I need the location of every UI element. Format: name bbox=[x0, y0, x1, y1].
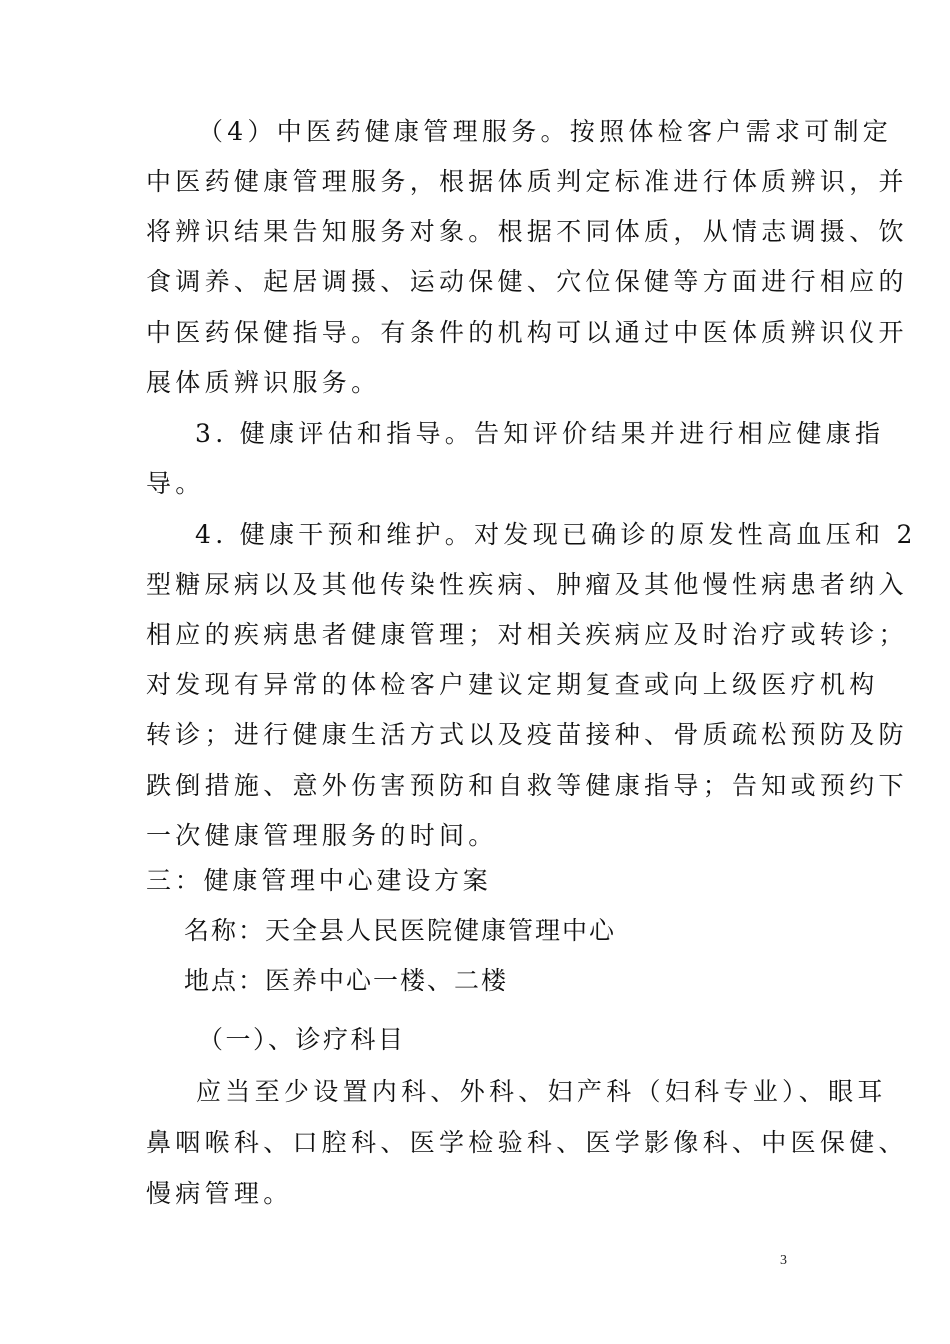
text-line: 型糖尿病以及其他传染性疾病、肿瘤及其他慢性病患者纳入 bbox=[146, 570, 908, 599]
text-line: 中医药保健指导。有条件的机构可以通过中医体质辨识仪开 bbox=[146, 318, 908, 347]
section-heading: 三：健康管理中心建设方案 bbox=[146, 866, 492, 895]
text-line: 导。 bbox=[146, 469, 205, 498]
text-line: 地点：医养中心一楼、二楼 bbox=[184, 966, 509, 995]
text-line: 跌倒措施、意外伤害预防和自救等健康指导；告知或预约下 bbox=[146, 771, 908, 800]
text-line: 一次健康管理服务的时间。 bbox=[146, 821, 498, 850]
text-line: 将辨识结果告知服务对象。根据不同体质，从情志调摄、饮 bbox=[146, 217, 908, 246]
text-line: （4）中医药健康管理服务。按照体检客户需求可制定 bbox=[198, 117, 893, 146]
text-line: 慢病管理。 bbox=[146, 1179, 293, 1208]
text-line: 3. 健康评估和指导。告知评价结果并进行相应健康指 bbox=[195, 419, 885, 448]
text-line: 应当至少设置内科、外科、妇产科（妇科专业）、眼耳 bbox=[196, 1077, 887, 1106]
text-line: 4. 健康干预和维护。对发现已确诊的原发性高血压和 2 bbox=[195, 520, 917, 549]
text-line: 中医药健康管理服务，根据体质判定标准进行体质辨识，并 bbox=[146, 167, 908, 196]
subsection-heading: （一）、诊疗科目 bbox=[198, 1025, 406, 1054]
text-line: 鼻咽喉科、口腔科、医学检验科、医学影像科、中医保健、 bbox=[146, 1128, 908, 1157]
text-line: 相应的疾病患者健康管理；对相关疾病应及时治疗或转诊； bbox=[146, 620, 908, 649]
text-line: 食调养、起居调摄、运动保健、穴位保健等方面进行相应的 bbox=[146, 267, 908, 296]
text-line: 名称：天全县人民医院健康管理中心 bbox=[184, 916, 617, 945]
text-line: 展体质辨识服务。 bbox=[146, 368, 381, 397]
text-line: 转诊；进行健康生活方式以及疫苗接种、骨质疏松预防及防 bbox=[146, 720, 908, 749]
text-line: 对发现有异常的体检客户建议定期复查或向上级医疗机构 bbox=[146, 670, 879, 699]
page-number: 3 bbox=[780, 1253, 787, 1268]
